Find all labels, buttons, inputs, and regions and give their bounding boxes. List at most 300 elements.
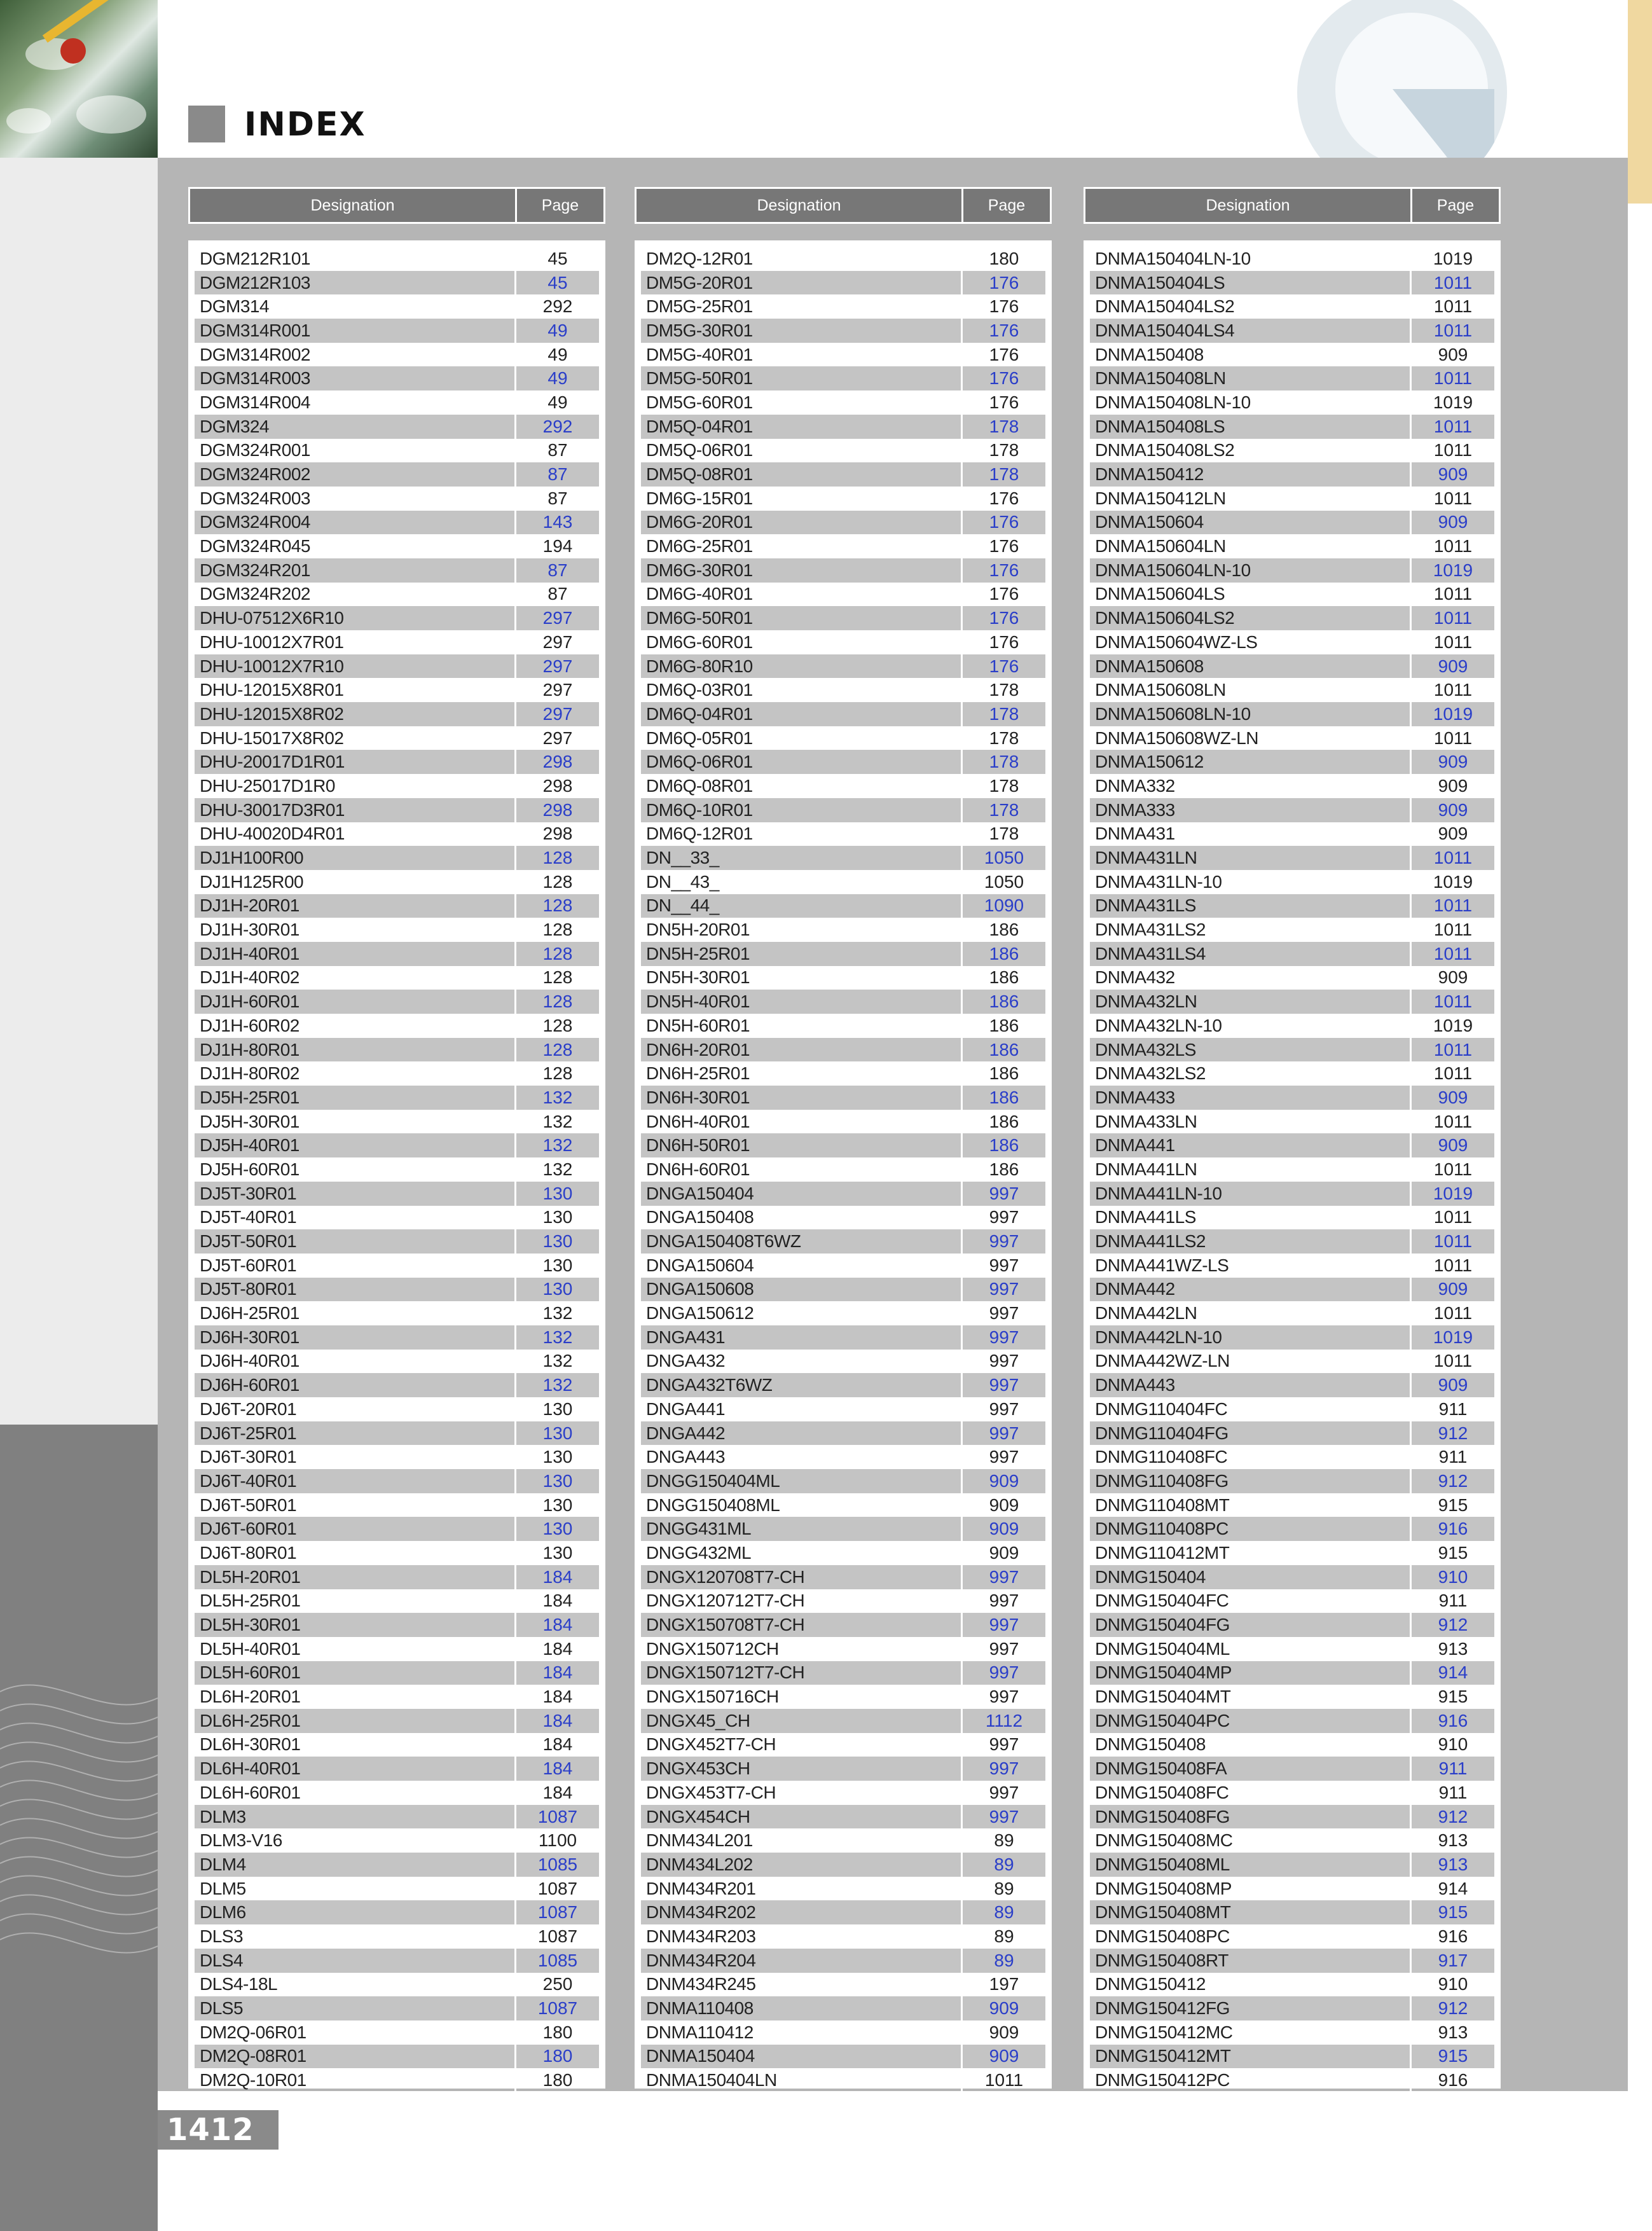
designation-cell: DJ6H-60R01 <box>195 1373 516 1397</box>
designation-cell: DN6H-25R01 <box>641 1061 963 1086</box>
page-cell: 1011 <box>1412 415 1494 439</box>
index-row <box>641 534 1045 558</box>
index-row <box>195 439 599 463</box>
index-row <box>195 1757 599 1781</box>
designation-cell: DLM3 <box>195 1805 516 1829</box>
designation-cell: DM5G-50R01 <box>641 366 963 390</box>
index-row <box>195 294 599 319</box>
index-row <box>1090 1110 1494 1134</box>
designation-cell: DNMG150408FG <box>1090 1805 1412 1829</box>
page-cell: 916 <box>1438 2070 1468 2090</box>
page-cell: 1085 <box>516 1949 599 1973</box>
page-cell: 910 <box>1412 1565 1494 1589</box>
index-row <box>1090 294 1494 319</box>
designation-cell: DNGA441 <box>641 1397 963 1421</box>
page-cell: 297 <box>542 680 573 700</box>
index-row <box>641 1206 1045 1230</box>
designation-cell: DNMG150408 <box>1090 1733 1412 1757</box>
designation-cell: DLS3 <box>195 1924 516 1949</box>
index-row <box>641 294 1045 319</box>
designation-cell: DNMA150604LS <box>1090 583 1412 607</box>
index-row <box>641 487 1045 511</box>
index-row <box>1090 247 1494 271</box>
designation-cell: DGM314 <box>195 294 516 319</box>
page-cell: 130 <box>516 1278 599 1302</box>
index-row <box>641 702 1045 726</box>
designation-cell: DJ1H-20R01 <box>195 894 516 918</box>
designation-cell: DJ6T-20R01 <box>195 1397 516 1421</box>
index-row <box>195 1445 599 1469</box>
index-row <box>641 1805 1045 1829</box>
page-cell: 178 <box>989 680 1019 700</box>
designation-cell: DNGA150408T6WZ <box>641 1229 963 1254</box>
index-row <box>195 966 599 990</box>
designation-cell: DNMA432LN-10 <box>1090 1014 1412 1038</box>
index-row <box>641 798 1045 822</box>
page-cell: 89 <box>994 1926 1014 1946</box>
page-cell: 178 <box>963 702 1045 726</box>
designation-cell: DNGX120712T7-CH <box>641 1589 963 1613</box>
designation-cell: DNMG150408MT <box>1090 1900 1412 1924</box>
designation-cell: DJ5H-25R01 <box>195 1086 516 1110</box>
page-cell: 1100 <box>538 1830 577 1851</box>
index-row <box>641 774 1045 798</box>
index-row <box>1090 894 1494 918</box>
index-row <box>195 1301 599 1325</box>
page-cell: 997 <box>989 1447 1019 1467</box>
page-cell: 176 <box>989 392 1019 412</box>
designation-cell: DNMA110412 <box>641 2020 963 2045</box>
page-cell: 292 <box>516 415 599 439</box>
designation-cell: DGM324R201 <box>195 558 516 583</box>
designation-cell: DNMG150404MT <box>1090 1685 1412 1709</box>
index-row <box>641 918 1045 942</box>
page-cell: 130 <box>516 1229 599 1254</box>
index-row <box>1090 774 1494 798</box>
designation-cell: DNM434R204 <box>641 1949 963 1973</box>
index-row <box>195 1206 599 1230</box>
designation-cell: DNMG150404FC <box>1090 1589 1412 1613</box>
page-cell: 184 <box>516 1661 599 1685</box>
index-row <box>195 343 599 367</box>
page-header: Page <box>1436 196 1475 214</box>
designation-cell: DM5G-60R01 <box>641 390 963 415</box>
page-cell: 909 <box>1412 511 1494 535</box>
index-row <box>195 1325 599 1350</box>
index-row <box>641 415 1045 439</box>
index-row <box>641 1996 1045 2020</box>
designation-cell: DNMA431LN-10 <box>1090 870 1412 894</box>
designation-cell: DJ1H-40R01 <box>195 942 516 966</box>
page-cell: 128 <box>542 1015 573 1035</box>
index-row <box>195 1828 599 1853</box>
designation-cell: DJ5H-30R01 <box>195 1110 516 1134</box>
designation-cell: DN5H-40R01 <box>641 990 963 1014</box>
title-marker <box>188 106 225 142</box>
page-cell: 917 <box>1412 1949 1494 1973</box>
index-row <box>1090 726 1494 750</box>
page-cell: 909 <box>1438 824 1468 844</box>
designation-cell: DNGX453CH <box>641 1757 963 1781</box>
designation-cell: DNM434R245 <box>641 1973 963 1997</box>
page-cell: 997 <box>963 1661 1045 1685</box>
page-cell: 128 <box>516 942 599 966</box>
page-cell: 1011 <box>1433 1207 1473 1227</box>
index-row <box>195 1157 599 1182</box>
wave-lines-pattern <box>0 1425 158 2231</box>
designation-cell: DNGA443 <box>641 1445 963 1469</box>
designation-cell: DHU-12015X8R01 <box>195 678 516 702</box>
page-cell: 1087 <box>516 1900 599 1924</box>
index-row <box>195 271 599 295</box>
index-row <box>1090 1900 1494 1924</box>
designation-cell: DGM324R045 <box>195 534 516 558</box>
index-row <box>1090 1157 1494 1182</box>
designation-cell: DM6G-20R01 <box>641 511 963 535</box>
designation-cell: DNMA150412 <box>1090 462 1412 487</box>
column-header-2 <box>635 187 1052 224</box>
index-row <box>1090 1565 1494 1589</box>
index-row <box>641 750 1045 774</box>
index-row <box>1090 343 1494 367</box>
designation-cell: DJ5T-30R01 <box>195 1182 516 1206</box>
page-cell: 1011 <box>1412 366 1494 390</box>
page-cell: 915 <box>1412 1900 1494 1924</box>
page-cell: 49 <box>547 392 568 412</box>
designation-cell: DJ1H-60R02 <box>195 1014 516 1038</box>
index-row <box>195 1014 599 1038</box>
index-row <box>195 462 599 487</box>
designation-cell: DM6Q-08R01 <box>641 774 963 798</box>
designation-cell: DM5G-30R01 <box>641 319 963 343</box>
designation-cell: DNMA432LN <box>1090 990 1412 1014</box>
designation-cell: DM2Q-06R01 <box>195 2020 516 2045</box>
page-title: INDEX <box>244 106 366 144</box>
page-cell: 45 <box>547 248 568 268</box>
page-cell: 132 <box>516 1133 599 1157</box>
designation-cell: DL5H-25R01 <box>195 1589 516 1613</box>
designation-cell: DHU-40020D4R01 <box>195 822 516 846</box>
index-row <box>641 1613 1045 1637</box>
page-cell: 130 <box>516 1182 599 1206</box>
designation-cell: DM5Q-06R01 <box>641 439 963 463</box>
column-header-1 <box>188 187 605 224</box>
page-cell: 128 <box>542 871 573 892</box>
index-row <box>641 343 1045 367</box>
page-cell: 176 <box>989 632 1019 652</box>
index-row <box>1090 1828 1494 1853</box>
page-cell: 178 <box>963 462 1045 487</box>
designation-cell: DNMG150404ML <box>1090 1637 1412 1661</box>
index-row <box>641 1637 1045 1661</box>
page-cell: 909 <box>1412 1086 1494 1110</box>
page-cell: 997 <box>989 1207 1019 1227</box>
designation-cell: DNMA431LN <box>1090 846 1412 870</box>
page-cell: 184 <box>542 1782 573 1802</box>
page-cell: 87 <box>547 488 568 508</box>
designation-cell: DM5Q-04R01 <box>641 415 963 439</box>
page-cell: 911 <box>1438 1399 1468 1419</box>
page-cell: 176 <box>989 584 1019 604</box>
designation-cell: DM6G-60R01 <box>641 630 963 654</box>
designation-cell: DNMA150404 <box>641 2045 963 2069</box>
designation-cell: DN6H-40R01 <box>641 1110 963 1134</box>
index-row <box>1090 1229 1494 1254</box>
index-row <box>1090 1301 1494 1325</box>
index-row <box>1090 462 1494 487</box>
page-cell: 132 <box>516 1325 599 1350</box>
designation-cell: DHU-25017D1R0 <box>195 774 516 798</box>
page-cell: 909 <box>963 1469 1045 1493</box>
designation-cell: DNMA432LS <box>1090 1038 1412 1062</box>
index-row <box>195 2045 599 2069</box>
page-cell: 186 <box>989 1063 1019 1084</box>
page-cell: 1011 <box>1433 440 1473 460</box>
page-cell: 997 <box>963 1373 1045 1397</box>
page-cell: 913 <box>1438 2022 1468 2042</box>
index-row <box>641 390 1045 415</box>
page-cell: 1011 <box>1412 1229 1494 1254</box>
designation-cell: DNMA442LN-10 <box>1090 1325 1412 1350</box>
designation-cell: DJ1H100R00 <box>195 846 516 870</box>
page-cell: 130 <box>516 1469 599 1493</box>
index-row <box>195 1133 599 1157</box>
page-cell: 184 <box>542 1591 573 1611</box>
designation-cell: DNMA150604LN <box>1090 534 1412 558</box>
page-cell: 915 <box>1438 1495 1468 1515</box>
index-row <box>195 870 599 894</box>
page-cell: 1050 <box>963 846 1045 870</box>
index-row <box>641 822 1045 846</box>
index-row <box>1090 1038 1494 1062</box>
page-cell: 128 <box>516 1038 599 1062</box>
designation-cell: DN5H-25R01 <box>641 942 963 966</box>
page-cell: 1011 <box>1433 488 1473 508</box>
designation-cell: DM2Q-12R01 <box>641 247 963 271</box>
index-row <box>1090 1373 1494 1397</box>
page-cell: 186 <box>989 967 1019 988</box>
index-row <box>641 511 1045 535</box>
page-cell: 997 <box>963 1805 1045 1829</box>
index-row <box>195 319 599 343</box>
page-cell: 997 <box>989 1687 1019 1707</box>
index-row <box>641 319 1045 343</box>
page-cell: 297 <box>516 654 599 679</box>
designation-cell: DNMA150404LS <box>1090 271 1412 295</box>
index-row <box>641 894 1045 918</box>
page-cell: 1087 <box>516 1996 599 2020</box>
index-row <box>1090 1709 1494 1733</box>
index-row <box>1090 583 1494 607</box>
page-cell: 184 <box>516 1565 599 1589</box>
index-row <box>641 630 1045 654</box>
designation-cell: DGM324R202 <box>195 583 516 607</box>
page-cell: 298 <box>542 824 573 844</box>
designation-cell: DJ5T-80R01 <box>195 1278 516 1302</box>
page-cell: 128 <box>516 894 599 918</box>
index-row <box>195 1661 599 1685</box>
index-row <box>641 1325 1045 1350</box>
designation-cell: DNMG150408RT <box>1090 1949 1412 1973</box>
designation-cell: DJ6H-25R01 <box>195 1301 516 1325</box>
index-row <box>195 1973 599 1997</box>
designation-cell: DN__33_ <box>641 846 963 870</box>
page-cell: 89 <box>963 1853 1045 1877</box>
designation-cell: DJ1H125R00 <box>195 870 516 894</box>
designation-cell: DJ5T-40R01 <box>195 1206 516 1230</box>
designation-cell: DNMA110408 <box>641 1996 963 2020</box>
designation-cell: DNMA150608LN-10 <box>1090 702 1412 726</box>
page-cell: 132 <box>542 1303 573 1323</box>
designation-cell: DNGA442 <box>641 1421 963 1446</box>
index-row <box>641 583 1045 607</box>
index-row <box>195 1182 599 1206</box>
index-row <box>641 726 1045 750</box>
index-row <box>1090 702 1494 726</box>
index-row <box>195 1613 599 1637</box>
index-list-2 <box>635 240 1052 2089</box>
page-cell: 178 <box>989 824 1019 844</box>
index-row <box>195 415 599 439</box>
index-row <box>641 1517 1045 1541</box>
designation-cell: DNM434R202 <box>641 1900 963 1924</box>
page-cell: 1011 <box>1433 1063 1473 1084</box>
index-row <box>641 1733 1045 1757</box>
designation-cell: DJ6H-40R01 <box>195 1350 516 1374</box>
index-row <box>195 247 599 271</box>
index-row <box>641 1133 1045 1157</box>
page-cell: 297 <box>516 606 599 630</box>
designation-cell: DNMG150412MC <box>1090 2020 1412 2045</box>
page-cell: 1011 <box>1433 1351 1473 1371</box>
page-cell: 1090 <box>963 894 1045 918</box>
index-row <box>195 1709 599 1733</box>
page-cell: 180 <box>516 2045 599 2069</box>
index-row <box>641 1038 1045 1062</box>
designation-cell: DM6Q-03R01 <box>641 678 963 702</box>
index-row <box>1090 1589 1494 1613</box>
page-cell: 132 <box>516 1086 599 1110</box>
page-cell: 128 <box>542 920 573 940</box>
page-cell: 997 <box>963 1325 1045 1350</box>
designation-cell: DJ1H-80R02 <box>195 1061 516 1086</box>
index-row <box>1090 990 1494 1014</box>
designation-cell: DNMA150604 <box>1090 511 1412 535</box>
decorative-side-bar <box>1628 0 1652 204</box>
page-cell: 909 <box>1412 1278 1494 1302</box>
page-cell: 916 <box>1412 1517 1494 1541</box>
page-cell: 176 <box>963 654 1045 679</box>
index-row <box>641 1469 1045 1493</box>
page-cell: 197 <box>989 1974 1019 1994</box>
designation-cell: DL6H-20R01 <box>195 1685 516 1709</box>
designation-cell: DNMA431 <box>1090 822 1412 846</box>
index-row <box>1090 366 1494 390</box>
index-row <box>641 558 1045 583</box>
index-row <box>1090 966 1494 990</box>
page-cell: 912 <box>1412 1613 1494 1637</box>
designation-cell: DNMA441WZ-LS <box>1090 1254 1412 1278</box>
designation-cell: DNMA442WZ-LN <box>1090 1350 1412 1374</box>
designation-cell: DNMG110412MT <box>1090 1541 1412 1565</box>
page-cell: 132 <box>542 1111 573 1131</box>
index-row <box>195 1254 599 1278</box>
designation-cell: DNGA431 <box>641 1325 963 1350</box>
index-row <box>1090 1877 1494 1901</box>
designation-cell: DM2Q-10R01 <box>195 2068 516 2092</box>
designation-cell: DGM324R003 <box>195 487 516 511</box>
page-cell: 176 <box>989 488 1019 508</box>
page-cell: 997 <box>989 1303 1019 1323</box>
designation-cell: DN5H-30R01 <box>641 966 963 990</box>
page-cell: 1011 <box>1412 990 1494 1014</box>
designation-cell: DLS4 <box>195 1949 516 1973</box>
page-cell: 178 <box>989 775 1019 796</box>
designation-cell: DHU-10012X7R10 <box>195 654 516 679</box>
designation-cell: DNMA433 <box>1090 1086 1412 1110</box>
index-row <box>1090 1781 1494 1805</box>
page-cell: 1112 <box>963 1709 1045 1733</box>
page-cell: 128 <box>542 967 573 988</box>
designation-cell: DNMG150412MT <box>1090 2045 1412 2069</box>
designation-cell: DNMG150408ML <box>1090 1853 1412 1877</box>
index-row <box>195 1086 599 1110</box>
index-row <box>641 439 1045 463</box>
designation-cell: DNMG150412PC <box>1090 2068 1412 2092</box>
index-row <box>195 2068 599 2092</box>
index-row <box>1090 630 1494 654</box>
page-cell: 909 <box>1412 1133 1494 1157</box>
index-row <box>641 990 1045 1014</box>
page-cell: 1011 <box>1412 894 1494 918</box>
designation-cell: DNMA443 <box>1090 1373 1412 1397</box>
index-row <box>195 1110 599 1134</box>
page-cell: 997 <box>989 1591 1019 1611</box>
page-cell: 1011 <box>1433 920 1473 940</box>
page-cell: 1011 <box>1412 846 1494 870</box>
page-cell: 1011 <box>1412 1038 1494 1062</box>
designation-cell: DNMG150404 <box>1090 1565 1412 1589</box>
designation-cell: DNGA150408 <box>641 1206 963 1230</box>
index-row <box>641 654 1045 679</box>
page-cell: 1019 <box>1433 871 1473 892</box>
index-row <box>641 2068 1045 2092</box>
designation-cell: DNMA150408LN <box>1090 366 1412 390</box>
page-cell: 176 <box>989 344 1019 364</box>
page-cell: 178 <box>963 415 1045 439</box>
designation-cell: DGM324R002 <box>195 462 516 487</box>
index-list-3 <box>1084 240 1501 2089</box>
designation-cell: DL5H-40R01 <box>195 1637 516 1661</box>
index-row <box>1090 870 1494 894</box>
designation-cell: DGM212R103 <box>195 271 516 295</box>
index-row <box>195 726 599 750</box>
index-row <box>1090 511 1494 535</box>
page-cell: 132 <box>542 1159 573 1179</box>
index-row <box>641 1757 1045 1781</box>
page-cell: 1011 <box>1433 1159 1473 1179</box>
index-row <box>641 2045 1045 2069</box>
designation-cell: DNGX150716CH <box>641 1685 963 1709</box>
page-cell: 1011 <box>1433 584 1473 604</box>
index-row <box>195 1397 599 1421</box>
page-cell: 186 <box>989 1111 1019 1131</box>
index-row <box>195 750 599 774</box>
index-row <box>195 390 599 415</box>
index-row <box>1090 1421 1494 1446</box>
designation-cell: DNGX454CH <box>641 1805 963 1829</box>
index-row <box>195 822 599 846</box>
